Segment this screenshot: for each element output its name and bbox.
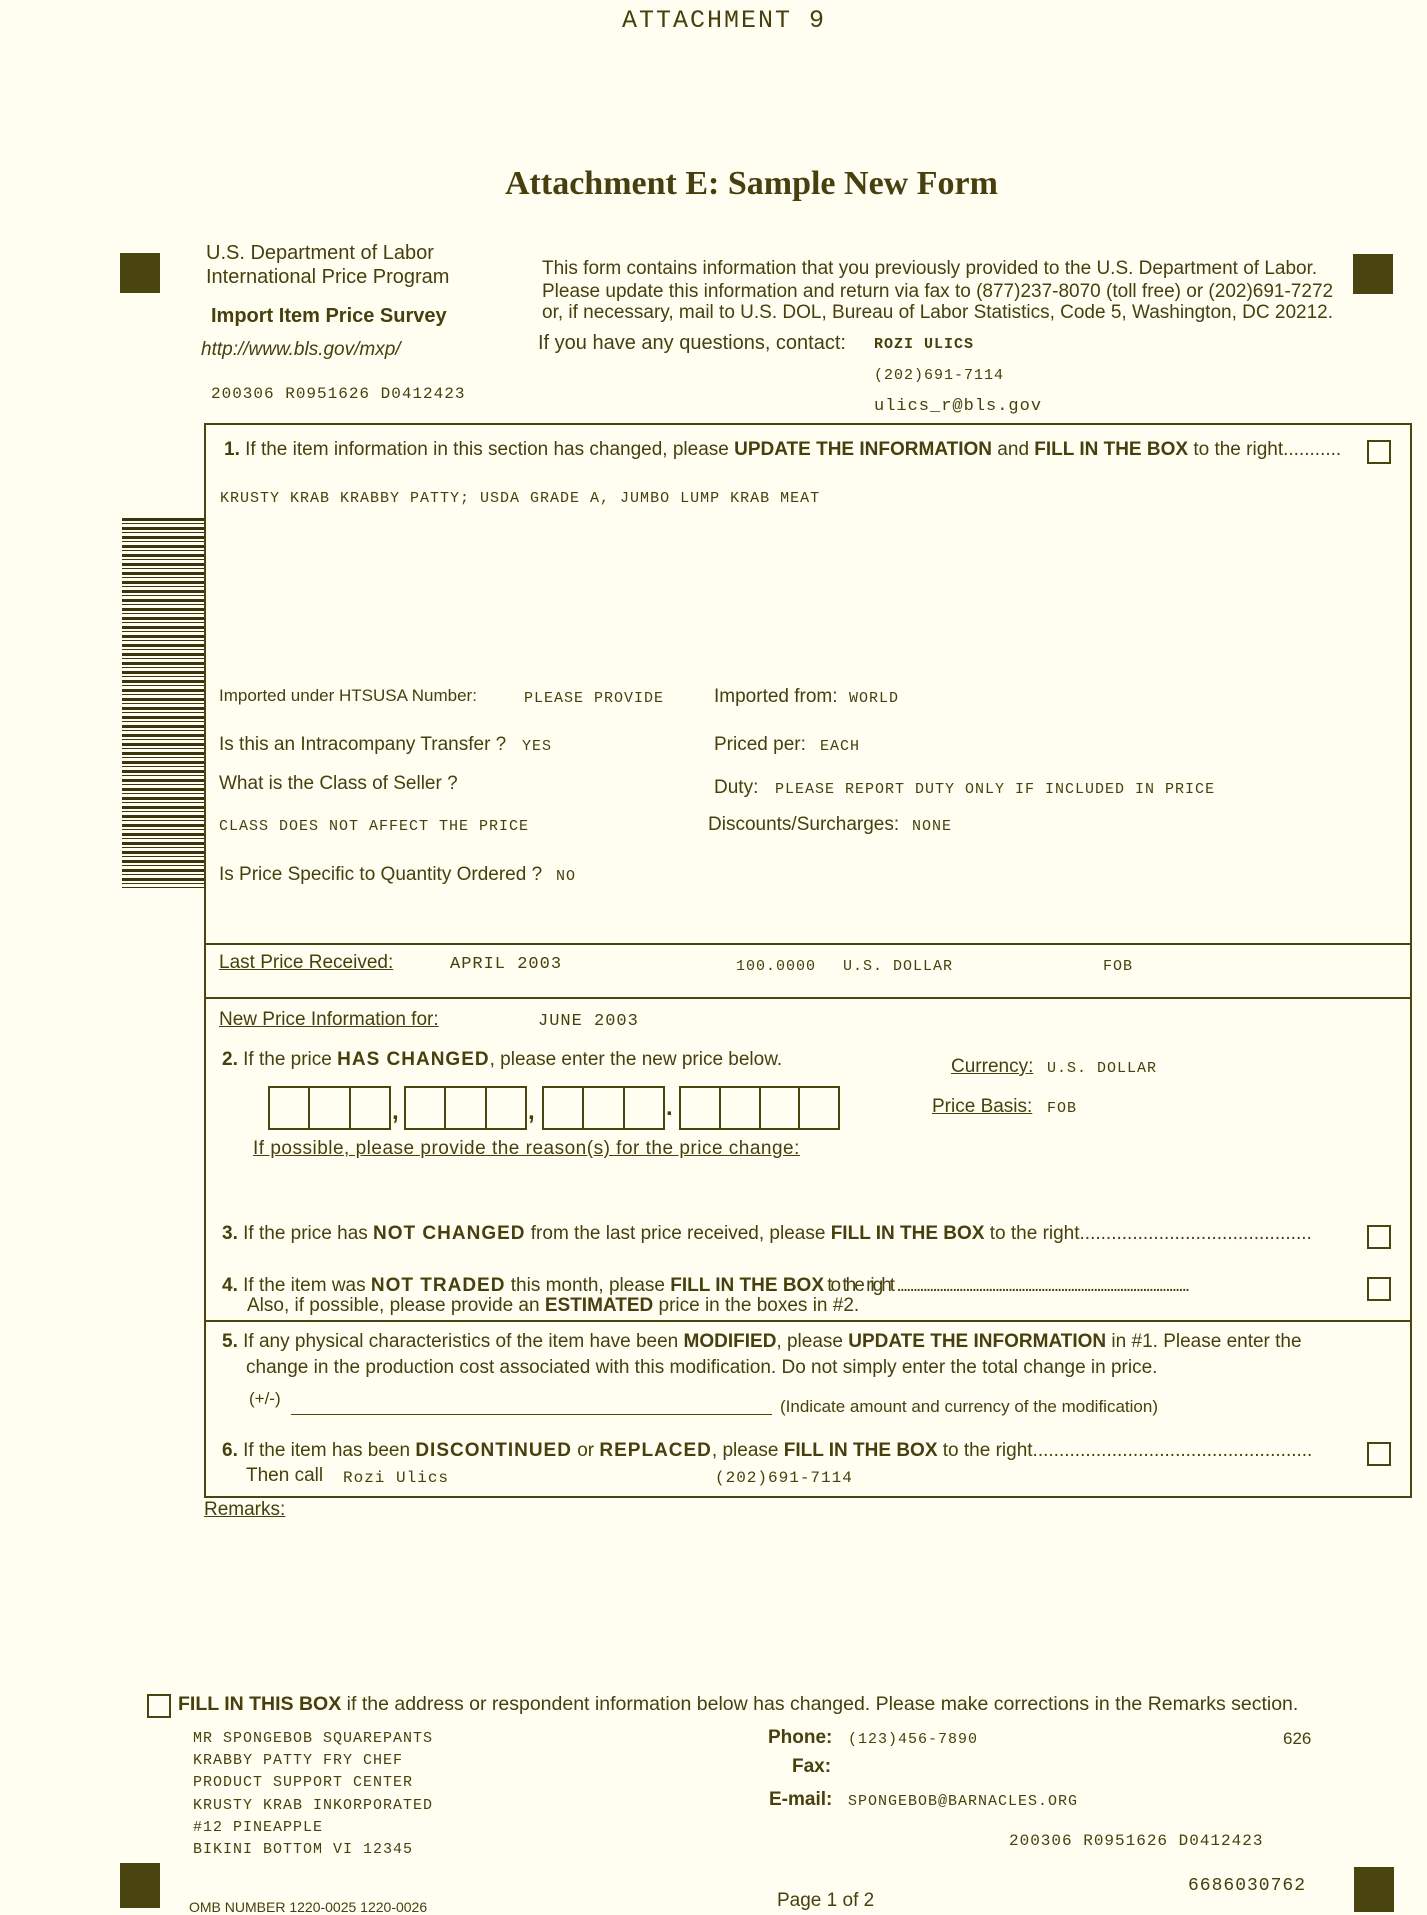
comma-separator: , — [392, 1098, 399, 1125]
price-basis-value: FOB — [1047, 1100, 1078, 1117]
class-of-seller-value: CLASS DOES NOT AFFECT THE PRICE — [219, 818, 530, 835]
last-price-currency: U.S. DOLLAR — [843, 958, 954, 975]
duty-value: PLEASE REPORT DUTY ONLY IF INCLUDED IN PRICE — [775, 781, 1216, 798]
class-of-seller-label: What is the Class of Seller ? — [219, 773, 458, 794]
quantity-label: Is Price Specific to Quantity Ordered ? — [219, 864, 543, 885]
duty-label: Duty: — [714, 777, 759, 798]
barcode — [122, 518, 204, 888]
new-price-date: JUNE 2003 — [538, 1012, 639, 1031]
plus-minus-label: (+/-) — [249, 1389, 281, 1408]
omb-number: OMB NUMBER 1220-0025 1220-0026 — [189, 1899, 428, 1915]
last-price-basis: FOB — [1103, 958, 1134, 975]
price-digits-thousands-millions[interactable] — [268, 1086, 391, 1130]
address-line: KRABBY PATTY FRY CHEF — [193, 1752, 404, 1769]
price-digits-thousands[interactable] — [404, 1086, 527, 1130]
registration-mark — [120, 253, 160, 293]
q5-line2: change in the production cost associated with this modification. Do not simply enter the total change in price. — [246, 1357, 1158, 1378]
registration-mark — [120, 1863, 160, 1908]
priced-per-value: EACH — [820, 738, 861, 755]
q4-estimate-note: Also, if possible, please provide an ESTIMATED price in the boxes in #2. — [247, 1295, 860, 1316]
phone-extension: 626 — [1283, 1729, 1312, 1748]
then-call-label: Then call — [246, 1465, 324, 1486]
intracompany-label: Is this an Intracompany Transfer ? — [219, 734, 507, 755]
q4-instruction: 4. If the item was NOT TRADED this month, please FILL IN THE BOX to the right ......................................................................................... — [222, 1275, 1189, 1296]
contact-label: If you have any questions, contact: — [538, 332, 846, 354]
last-price-amount: 100.0000 — [736, 958, 817, 975]
not-changed-checkbox[interactable] — [1367, 1225, 1391, 1249]
website-link[interactable]: http://www.bls.gov/mxp/ — [201, 339, 401, 360]
form-number: 6686030762 — [1188, 1876, 1307, 1896]
item-description: KRUSTY KRAB KRABBY PATTY; USDA GRADE A, JUMBO LUMP KRAB MEAT — [220, 490, 821, 507]
dept-name: U.S. Department of Labor — [206, 242, 434, 264]
quantity-value: NO — [556, 868, 577, 885]
attachment-label: ATTACHMENT 9 — [622, 6, 827, 35]
last-price-label: Last Price Received: — [219, 952, 394, 973]
form-code: 200306 R0951626 D0412423 — [211, 385, 466, 403]
divider — [204, 997, 1410, 999]
fax-label: Fax: — [792, 1756, 832, 1777]
price-change-reason-label: If possible, please provide the reason(s) for the price change: — [253, 1138, 800, 1159]
section1-instruction: 1. If the item information in this section has changed, please UPDATE THE INFORMATION and FILL IN THE BOX to the right........... — [224, 439, 1342, 460]
discounts-label: Discounts/Surcharges: — [708, 814, 900, 835]
price-basis-label: Price Basis: — [932, 1096, 1033, 1117]
q6-instruction: 6. If the item has been DISCONTINUED or REPLACED, please FILL IN THE BOX to the right..................................................... — [222, 1440, 1313, 1461]
htsusa-label: Imported under HTSUSA Number: — [219, 686, 477, 705]
item-changed-checkbox[interactable] — [1367, 440, 1391, 464]
survey-name: Import Item Price Survey — [211, 305, 447, 327]
address-changed-instruction: FILL IN THIS BOX if the address or respondent information below has changed. Please make corrections in the Remarks section. — [178, 1693, 1299, 1715]
email-value: SPONGEBOB@BARNACLES.ORG — [848, 1793, 1079, 1810]
q2-instruction: 2. If the price HAS CHANGED, please enter the new price below. — [222, 1049, 783, 1070]
page-title: Attachment E: Sample New Form — [505, 165, 998, 202]
price-digits-units[interactable] — [542, 1086, 665, 1130]
not-traded-checkbox[interactable] — [1367, 1277, 1391, 1301]
address-changed-checkbox[interactable] — [147, 1694, 171, 1718]
contact-phone: (202)691-7114 — [874, 367, 1005, 384]
address-line: MR SPONGEBOB SQUAREPANTS — [193, 1730, 434, 1747]
decimal-point: . — [666, 1094, 673, 1121]
q5-instruction: 5. If any physical characteristics of the item have been MODIFIED, please UPDATE THE INFORMATION in #1. Please enter the — [222, 1331, 1302, 1352]
address-line: PRODUCT SUPPORT CENTER — [193, 1774, 414, 1791]
last-price-date: APRIL 2003 — [450, 955, 563, 974]
discontinued-checkbox[interactable] — [1367, 1442, 1391, 1466]
call-name: Rozi Ulics — [343, 1469, 450, 1487]
program-name: International Price Program — [206, 266, 450, 288]
contact-name: ROZI ULICS — [874, 336, 975, 353]
info-line: Please update this information and return via fax to (877)237-8070 (toll free) or (202)691-7272 — [542, 281, 1334, 302]
page-number: Page 1 of 2 — [777, 1890, 875, 1911]
currency-label: Currency: — [951, 1056, 1034, 1077]
registration-mark — [1354, 1867, 1394, 1912]
discounts-value: NONE — [912, 818, 953, 835]
comma-separator: , — [528, 1098, 535, 1125]
divider — [204, 1320, 1410, 1322]
address-line: KRUSTY KRAB INKORPORATED — [193, 1797, 434, 1814]
currency-value: U.S. DOLLAR — [1047, 1060, 1158, 1077]
contact-email: ulics_r@bls.gov — [874, 397, 1043, 416]
remarks-label: Remarks: — [204, 1499, 286, 1520]
modification-hint: (Indicate amount and currency of the modification) — [780, 1397, 1158, 1416]
new-price-label: New Price Information for: — [219, 1009, 439, 1030]
imported-from-label: Imported from: — [714, 686, 838, 707]
divider — [204, 943, 1410, 945]
intracompany-value: YES — [522, 738, 553, 755]
q3-instruction: 3. If the price has NOT CHANGED from the last price received, please FILL IN THE BOX to the right............................................ — [222, 1223, 1312, 1244]
info-line: or, if necessary, mail to U.S. DOL, Bureau of Labor Statistics, Code 5, Washington, DC 20212. — [542, 302, 1333, 323]
registration-mark — [1353, 254, 1393, 294]
address-line: BIKINI BOTTOM VI 12345 — [193, 1841, 414, 1858]
price-digits-decimals[interactable] — [679, 1086, 840, 1130]
address-line: #12 PINEAPPLE — [193, 1819, 324, 1836]
modification-amount-input[interactable] — [291, 1414, 772, 1415]
phone-value: (123)456-7890 — [848, 1731, 979, 1748]
imported-from-value: WORLD — [849, 690, 900, 707]
footer-form-code: 200306 R0951626 D0412423 — [1009, 1832, 1264, 1850]
phone-label: Phone: — [768, 1727, 833, 1748]
email-label: E-mail: — [769, 1789, 833, 1810]
call-phone: (202)691-7114 — [715, 1469, 853, 1487]
htsusa-value: PLEASE PROVIDE — [524, 690, 665, 707]
priced-per-label: Priced per: — [714, 734, 806, 755]
info-line: This form contains information that you previously provided to the U.S. Department of Labor. — [542, 258, 1318, 279]
